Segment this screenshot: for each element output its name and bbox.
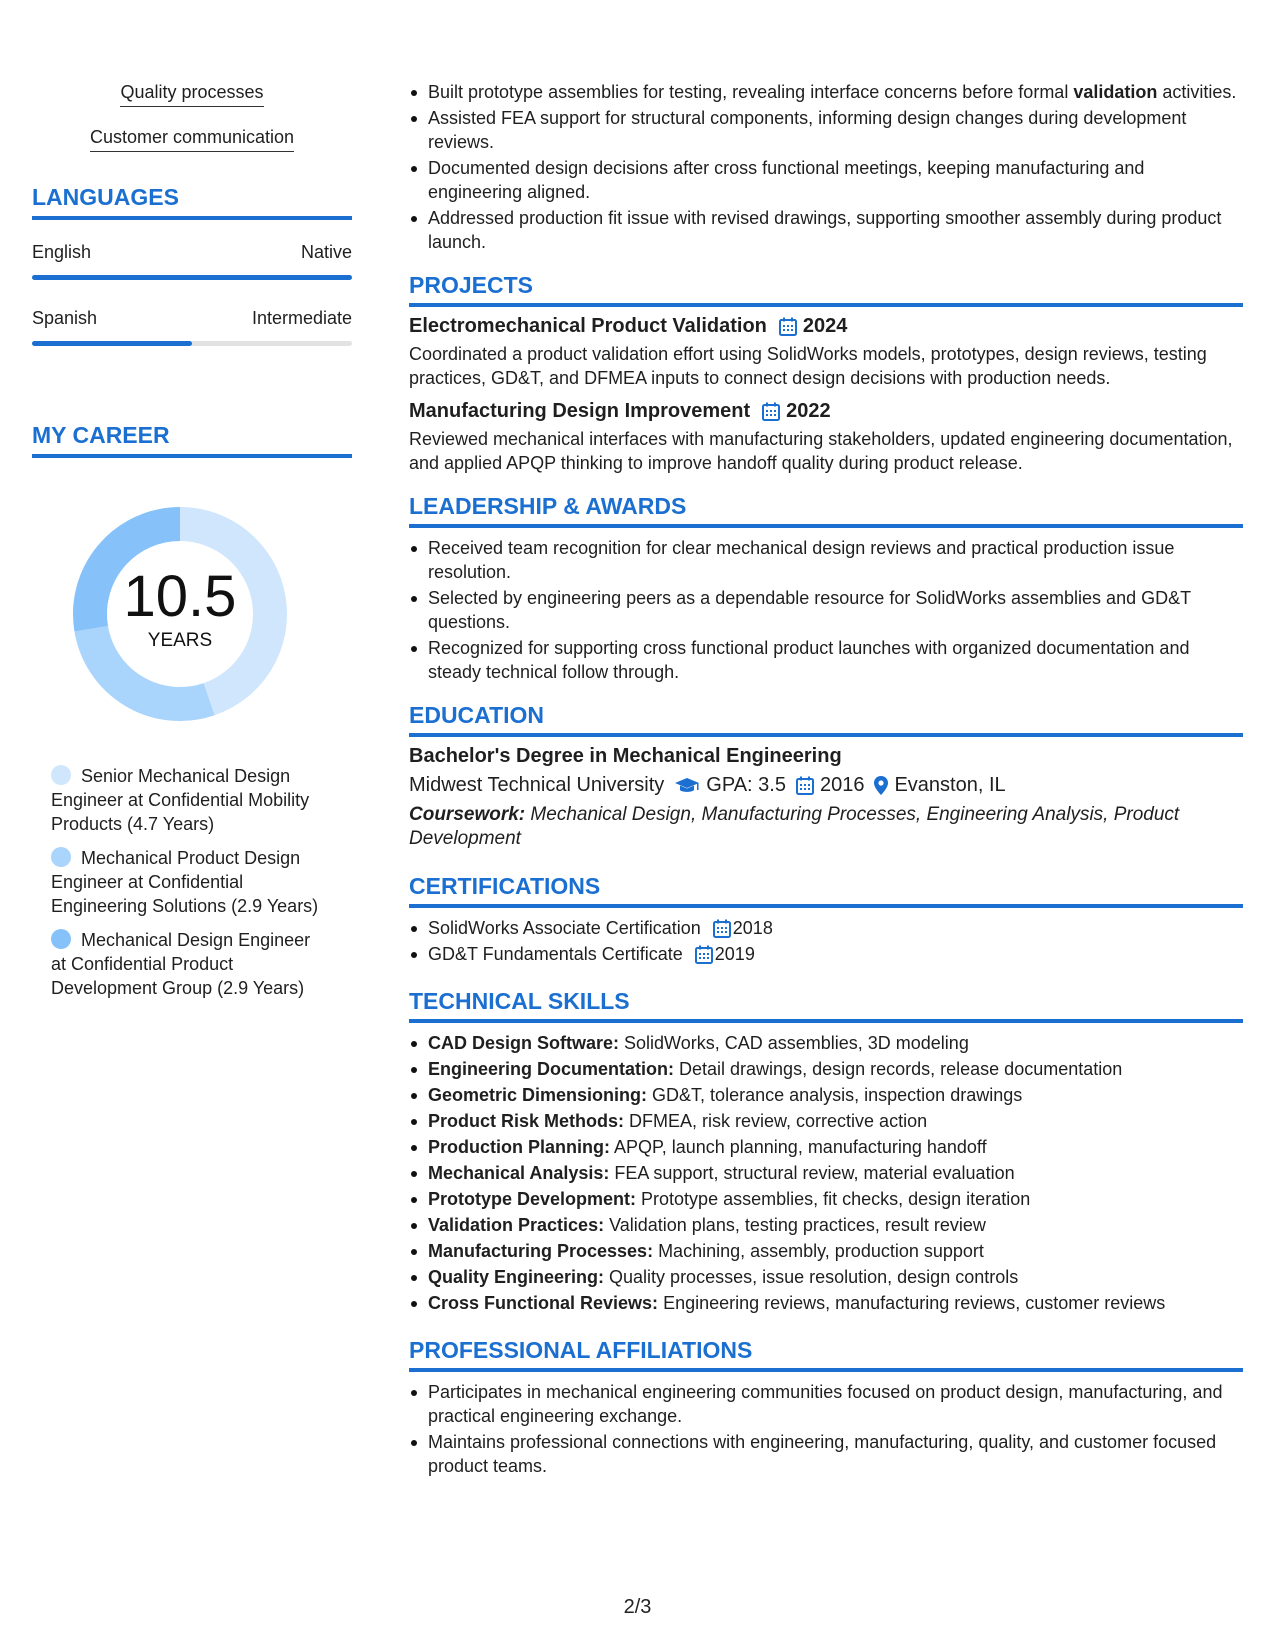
skill-tag: Quality processes (32, 82, 352, 107)
project-year: 2022 (786, 400, 831, 422)
projects-heading: PROJECTS (409, 272, 1243, 307)
career-donut-chart (66, 500, 294, 728)
experience-bullet: Assisted FEA support for structural components, informing design changes during development reviews. (409, 106, 1243, 154)
leadership-list (409, 536, 1243, 684)
school-location: Evanston, IL (894, 774, 1006, 796)
left-column (32, 82, 352, 1010)
affiliation-bullet: Maintains professional connections with engineering, manufacturing, quality, and customer focused product teams. (409, 1430, 1243, 1478)
certification-item: GD&T Fundamentals Certificate 2019 (409, 942, 1243, 966)
career-legend (32, 764, 352, 1000)
graduation-cap-icon (674, 777, 700, 795)
language-level: Intermediate (251, 308, 352, 328)
leadership-bullet: Received team recognition for clear mechanical design reviews and practical production issue resolution. (409, 536, 1243, 584)
career-total: 10.5 (123, 564, 237, 629)
leadership-bullet: Selected by engineering peers as a dependable resource for SolidWorks assemblies and GD&T questions. (409, 586, 1243, 634)
calendar-icon (796, 776, 814, 795)
skill-tag: Customer communication (32, 127, 352, 152)
education-meta (409, 774, 1243, 797)
technical-skills-heading: TECHNICAL SKILLS (409, 988, 1243, 1023)
technical-skills-list (409, 1031, 1243, 1315)
certifications-heading: CERTIFICATIONS (409, 873, 1243, 908)
school-name: Midwest Technical University (409, 774, 665, 796)
location-pin-icon (874, 776, 888, 795)
skill-item: Geometric Dimensioning: GD&T, tolerance analysis, inspection drawings (409, 1083, 1243, 1107)
skill-item: Cross Functional Reviews: Engineering reviews, manufacturing reviews, customer reviews (409, 1291, 1243, 1315)
skill-item: Mechanical Analysis: FEA support, structural review, material evaluation (409, 1161, 1243, 1185)
experience-bullet: Built prototype assemblies for testing, revealing interface concerns before formal validation activities. (409, 80, 1243, 104)
calendar-icon (695, 945, 713, 964)
education-heading: EDUCATION (409, 702, 1243, 737)
project-name: Electromechanical Product Validation (409, 315, 767, 337)
page-number: 2/3 (623, 1596, 652, 1618)
leadership-heading: LEADERSHIP & AWARDS (409, 493, 1243, 528)
career-unit: YEARS (147, 630, 213, 651)
skill-item: Prototype Development: Prototype assemblies, fit checks, design iteration (409, 1187, 1243, 1211)
donut-center (66, 564, 294, 652)
project-year: 2024 (802, 315, 848, 337)
language-bar (32, 275, 352, 280)
project-title-row (409, 400, 1243, 423)
career-legend-item: Mechanical Design Engineer at Confidential Product Development Group (2.9 Years) (51, 930, 311, 998)
certifications-list (409, 916, 1243, 966)
project-title-row (409, 315, 1243, 338)
career-legend-item: Senior Mechanical Design Engineer at Confidential Mobility Products (4.7 Years) (51, 766, 310, 834)
gpa: GPA: 3.5 (706, 774, 786, 796)
right-column (409, 80, 1243, 1480)
calendar-icon (779, 317, 797, 336)
experience-bullet: Addressed production fit issue with revised drawings, supporting smoother assembly during product launch. (409, 206, 1243, 254)
coursework: Coursework: Mechanical Design, Manufacturing Processes, Engineering Analysis, Product Development (409, 804, 1180, 849)
calendar-icon (713, 919, 731, 938)
languages-heading: LANGUAGES (32, 184, 352, 220)
legend-dot (51, 929, 71, 949)
career-legend-item: Mechanical Product Design Engineer at Confidential Engineering Solutions (2.9 Years) (51, 848, 319, 916)
skill-item: Manufacturing Processes: Machining, assembly, production support (409, 1239, 1243, 1263)
experience-bullet: Documented design decisions after cross functional meetings, keeping manufacturing and engineering aligned. (409, 156, 1243, 204)
skill-item: Product Risk Methods: DFMEA, risk review, corrective action (409, 1109, 1243, 1133)
career-heading: MY CAREER (32, 422, 352, 458)
legend-dot (51, 847, 71, 867)
language-bar (32, 341, 352, 346)
skill-item: Production Planning: APQP, launch planning, manufacturing handoff (409, 1135, 1243, 1159)
language-name: Spanish (32, 308, 98, 328)
language-row (32, 308, 352, 329)
degree: Bachelor's Degree in Mechanical Engineering (409, 745, 842, 767)
affiliations-list (409, 1380, 1243, 1478)
leadership-bullet: Recognized for supporting cross functional product launches with organized documentation and steady technical follow through. (409, 636, 1243, 684)
project-description: Reviewed mechanical interfaces with manufacturing stakeholders, updated engineering documentation, and applied APQP thinking to improve handoff quality during product release. (409, 429, 1233, 473)
certification-item: SolidWorks Associate Certification 2018 (409, 916, 1243, 940)
calendar-icon (762, 402, 780, 421)
skill-item: Engineering Documentation: Detail drawings, design records, release documentation (409, 1057, 1243, 1081)
affiliations-heading: PROFESSIONAL AFFILIATIONS (409, 1337, 1243, 1372)
project-description: Coordinated a product validation effort using SolidWorks models, prototypes, design reviews, testing practices, GD&T, and DFMEA inputs to connect design decisions with production needs. (409, 344, 1207, 388)
experience-bullets (409, 80, 1243, 254)
language-bar-fill (32, 341, 192, 346)
skill-item: Validation Practices: Validation plans, testing practices, result review (409, 1213, 1243, 1237)
skill-item: Quality Engineering: Quality processes, issue resolution, design controls (409, 1265, 1243, 1289)
project-name: Manufacturing Design Improvement (409, 400, 751, 422)
language-name: English (32, 242, 92, 262)
language-row (32, 242, 352, 263)
legend-dot (51, 765, 71, 785)
affiliation-bullet: Participates in mechanical engineering communities focused on product design, manufacturing, and practical engineering exchange. (409, 1380, 1243, 1428)
skill-item: CAD Design Software: SolidWorks, CAD assemblies, 3D modeling (409, 1031, 1243, 1055)
graduation-year: 2016 (819, 774, 865, 796)
language-level: Native (300, 242, 352, 262)
language-bar-fill (32, 275, 352, 280)
